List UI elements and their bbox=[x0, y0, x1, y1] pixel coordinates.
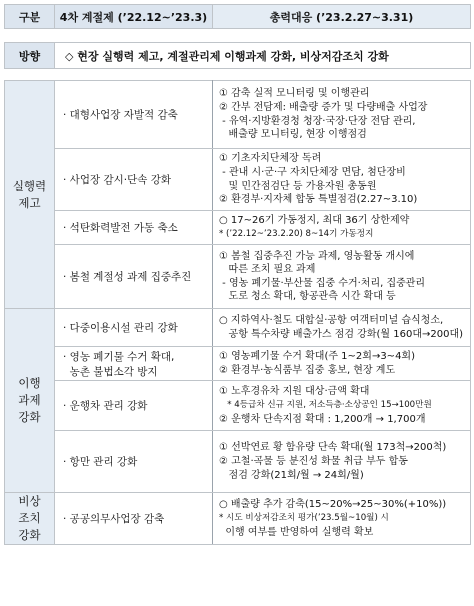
direction-label: 방향 bbox=[5, 43, 55, 69]
measure-detail bbox=[213, 493, 471, 545]
measure-detail bbox=[213, 431, 471, 493]
table-row bbox=[5, 381, 471, 431]
detail-line: ① 노후경유차 지원 대상·금액 확대 bbox=[219, 386, 370, 398]
detail-line: ② 운행차 단속지점 확대 : 1,200개 → 1,700개 bbox=[219, 413, 426, 425]
detail-line: ② 고철·곡물 등 분진성 화물 취급 부두 합동 bbox=[219, 456, 408, 468]
header-table bbox=[4, 4, 471, 29]
table-row bbox=[5, 493, 471, 545]
detail-line: ① 봄철 집중추진 가능 과제, 영농활동 개시에 bbox=[219, 250, 415, 262]
table-row bbox=[5, 149, 471, 211]
table-row bbox=[5, 245, 471, 309]
measure-item: · 항만 관리 강화 bbox=[55, 431, 213, 493]
header-label: 구분 bbox=[5, 5, 55, 29]
detail-line: ① 선박연료 황 함유량 단속 확대(월 173척→200척) bbox=[219, 442, 447, 454]
measure-detail bbox=[213, 381, 471, 431]
measure-detail bbox=[213, 149, 471, 211]
measure-detail bbox=[213, 347, 471, 381]
direction-table bbox=[4, 42, 471, 69]
table-row bbox=[5, 81, 471, 149]
header-phase4: 4차 계절제 (’22.12~’23.3) bbox=[55, 5, 213, 29]
detail-line: 점검 강화(21회/월 → 24회/월) bbox=[219, 469, 364, 481]
detail-line: 도로 청소 확대, 항공관측 시간 확대 등 bbox=[219, 291, 396, 303]
detail-line: - 관내 시·군·구 자치단체장 면담, 첨단장비 bbox=[219, 166, 406, 178]
measure-item: · 공공의무사업장 감축 bbox=[55, 493, 213, 545]
table-row bbox=[5, 309, 471, 347]
direction-text: ◇ 현장 실행력 제고, 계절관리제 이행과제 강화, 비상저감조치 강화 bbox=[55, 43, 471, 69]
section-category: 이행 과제 강화 bbox=[5, 309, 55, 493]
table-row bbox=[5, 347, 471, 381]
detail-line: ② 간부 전담제: 배출량 증가 및 다량배출 사업장 bbox=[219, 101, 428, 113]
detail-line: ① 영농폐기물 수거 확대(주 1~2회→3~4회) bbox=[219, 351, 415, 363]
detail-line: 및 민간점검단 등 가용자원 총동원 bbox=[219, 180, 377, 192]
detail-line: - 영농 폐기물·부산물 집중 수거·처리, 집중관리 bbox=[219, 277, 426, 289]
measure-detail bbox=[213, 309, 471, 347]
detail-line: ○ 지하역사·철도 대합실·공항 여객터미널 습식청소, bbox=[219, 315, 444, 327]
detail-line: 배출량 모니터링, 현장 이행점검 bbox=[219, 129, 367, 141]
measure-item: · 대형사업장 자발적 감축 bbox=[55, 81, 213, 149]
detail-line: * (’22.12~’23.2.20) 8~14기 가동정지 bbox=[219, 228, 374, 239]
detail-line: ○ 배출량 추가 감축(15~20%→25~30%(+10%)) bbox=[219, 499, 447, 511]
measure-item: · 영농 폐기물 수거 확대, 농촌 불법소각 방지 bbox=[55, 347, 213, 381]
measure-detail bbox=[213, 245, 471, 309]
measures-table bbox=[4, 80, 471, 545]
detail-line: ① 감축 실적 모니터링 및 이행관리 bbox=[219, 88, 370, 100]
detail-line: 이행 여부를 반영하여 실행력 확보 bbox=[219, 526, 374, 538]
measure-detail bbox=[213, 211, 471, 245]
measure-detail bbox=[213, 81, 471, 149]
detail-line: * 시도 비상저감조치 평가(’23.5월~10월) 시 bbox=[219, 513, 389, 524]
detail-line: ② 환경부·지자체 합동 특별점검(2.27~3.10) bbox=[219, 194, 418, 206]
table-row bbox=[5, 211, 471, 245]
detail-line: * 4등급차 신규 지원, 저소득층·소상공인 15→100만원 bbox=[219, 400, 432, 411]
detail-line: ① 기초자치단체장 독려 bbox=[219, 153, 322, 165]
section-category: 비상 조치 강화 bbox=[5, 493, 55, 545]
measure-item: · 석탄화력발전 가동 축소 bbox=[55, 211, 213, 245]
measure-item: · 운행차 관리 강화 bbox=[55, 381, 213, 431]
measure-item: · 봄철 계절성 과제 집중추진 bbox=[55, 245, 213, 309]
header-response: 총력대응 (’23.2.27~3.31) bbox=[213, 5, 471, 29]
measure-item: · 사업장 감시·단속 강화 bbox=[55, 149, 213, 211]
detail-line: ② 환경부·농식품부 집중 홍보, 현장 계도 bbox=[219, 364, 396, 376]
detail-line: 공항 특수차량 배출가스 점검 강화(월 160대→200대) bbox=[219, 328, 464, 340]
detail-line: ○ 17~26기 가동정지, 최대 36기 상한제약 bbox=[219, 215, 410, 226]
measure-item: · 다중이용시설 관리 강화 bbox=[55, 309, 213, 347]
table-row bbox=[5, 431, 471, 493]
detail-line: 따른 조치 필요 과제 bbox=[219, 264, 316, 276]
detail-line: - 유역·지방환경청 청장·국장·단장 전담 관리, bbox=[219, 115, 416, 127]
section-category: 실행력 제고 bbox=[5, 81, 55, 309]
